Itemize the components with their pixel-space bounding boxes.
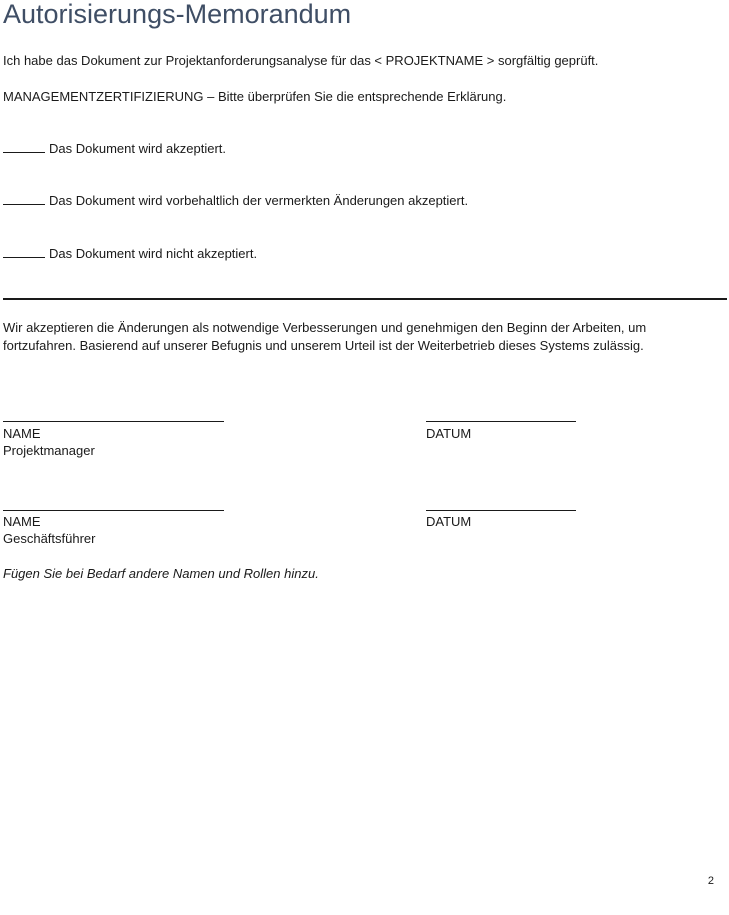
option-blank-line[interactable] [3,140,45,153]
date-label: DATUM [426,426,472,441]
date-line-project-manager[interactable] [426,421,576,422]
name-label: NAME [3,514,41,529]
name-label: NAME [3,426,41,441]
instruction-note: Fügen Sie bei Bedarf andere Namen und Rollen hinzu. [3,566,319,581]
page-number: 2 [707,875,714,887]
option-blank-line[interactable] [3,192,45,205]
signature-line-managing-director[interactable] [3,510,224,511]
intro-text: Ich habe das Dokument zur Projektanforderungsanalyse für das < PROJEKTNAME > sorgfältig geprüft. [3,53,599,68]
option-label: Das Dokument wird vorbehaltlich der vermerkten Änderungen akzeptiert. [49,193,469,208]
section-divider [3,298,727,300]
acceptance-paragraph: Wir akzeptieren die Änderungen als notwendige Verbesserungen und genehmigen den Beginn der Arbeiten, um fortzufahren. Basierend auf unserer Befugnis und unserem Urteil ist der Weiterbetrieb dieses Systems zulässig. [3,320,647,353]
management-certification-heading: MANAGEMENTZERTIFIZIERUNG – Bitte überprüfen Sie die entsprechende Erklärung. [3,89,507,104]
page-title: Autorisierungs-Memorandum [3,0,352,29]
role-label: Geschäftsführer [3,531,96,546]
date-line-managing-director[interactable] [426,510,576,511]
role-label: Projektmanager [3,443,95,458]
signature-line-project-manager[interactable] [3,421,224,422]
option-label: Das Dokument wird akzeptiert. [49,141,227,156]
option-not-accepted [3,245,257,263]
option-label: Das Dokument wird nicht akzeptiert. [49,246,258,261]
option-blank-line[interactable] [3,245,45,258]
option-accepted [3,140,226,158]
date-label: DATUM [426,514,472,529]
option-accepted-with-changes [3,192,468,210]
